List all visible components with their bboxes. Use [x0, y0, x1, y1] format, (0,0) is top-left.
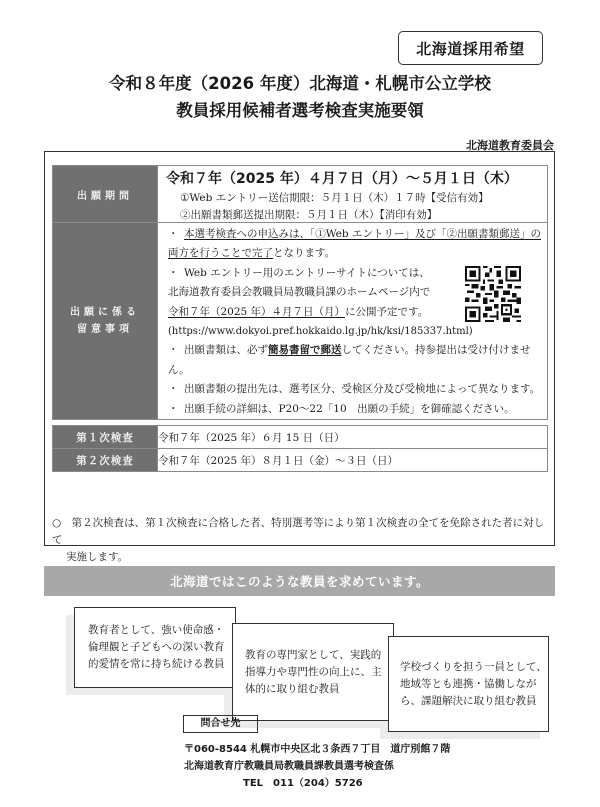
contact-label: 問合せ先 [183, 715, 258, 733]
publish-rest: に公開予定です。 [345, 305, 429, 318]
note-2-line1: Web エントリー用のエントリーサイトについては、 [184, 266, 430, 279]
exam-2-date: 令和７年（2025 年）８月１日（金）～３日（日） [158, 449, 548, 472]
publish-date: 令和７年（2025 年）４月７日（月） [168, 305, 346, 318]
note-1-cont-rest: となります。 [273, 247, 336, 260]
note-4-text: 出願書類の提出先は、選考区分、受検区分及び受検地によって異なります。 [184, 383, 541, 396]
hokkaido-preference-badge: 北海道採用希望 [398, 31, 543, 65]
note-item-5 [158, 400, 547, 419]
notes-label [53, 223, 158, 420]
note-line2: 実施します。 [66, 551, 129, 563]
bullet: ・ [168, 402, 179, 415]
bullet: ・ [168, 228, 179, 240]
period-main-date: 令和７年（2025 年）４月７日（月）～５月１日（木） [166, 171, 518, 187]
exam-schedule-table [52, 425, 548, 472]
note-item-4 [158, 380, 547, 399]
card-1-line3: 的愛情を常に持ち続ける教員 [88, 658, 225, 670]
card-3-line3: ら、課題解決に取り組む教員 [400, 694, 537, 707]
exam-1-label: 第１次検査 [53, 426, 158, 449]
bullet: ・ [168, 344, 179, 357]
card-3-line2: 地域等とも連携・協働しなが [400, 677, 537, 690]
web-entry-deadline: ①Web エントリー送信期限：５月１日（木）１７時【受信有効】 [180, 192, 489, 204]
page-title-line2: 教員採用候補者選考検査実施要領 [176, 101, 424, 120]
card-3-line1: 学校づくりを担う一員として、 [400, 660, 547, 673]
card-2-line3: 体的に取り組む教員 [245, 682, 340, 695]
note-5-text: 出願手続の詳細は、P20～22「10 出願の手続」を御確認ください。 [184, 402, 515, 415]
note-3-pre: 出願書類は、必ず [184, 344, 268, 357]
bullet: ・ [168, 266, 179, 279]
note-item-3 [158, 341, 547, 380]
note-item-1-cont [158, 244, 547, 263]
ideal-teacher-banner: 北海道ではこのような教員を求めています。 [44, 566, 555, 596]
circle-marker: ○ [52, 517, 62, 529]
bullet: ・ [168, 383, 179, 396]
ideal-teacher-card-3 [388, 636, 549, 732]
note-item-2-line2: 北海道教育委員会教職員局教職員課のホームページ内で [168, 286, 431, 299]
card-1-line2: 倫理観と子どもへの深い教育 [88, 641, 225, 653]
period-cell [158, 166, 548, 223]
note-item-1 [158, 225, 547, 244]
mail-deadline: ②出願書類郵送提出期限：５月１日（木）【消印有効】 [180, 209, 438, 221]
note-1-cont-underlined: 両方を行うことで完了 [168, 247, 273, 260]
card-1-line1: 教育者として、強い使命感・ [88, 624, 225, 636]
ideal-teacher-card-1 [74, 607, 236, 688]
contact-address: 〒060-8544 札幌市中央区北３条西７丁目 道庁別館７階 [184, 744, 451, 755]
contact-department: 北海道教育庁教職員局教職員課教員選考検査係 [184, 761, 394, 772]
note-3-underlined: 簡易書留で郵送 [268, 344, 342, 357]
ideal-teacher-card-2 [232, 623, 394, 721]
page-title-line1: 令和８年度（2026 年度）北海道・札幌市公立学校 [109, 74, 491, 93]
note-line1-text: 第２次検査は、第１次検査に合格した者、特別選考等により第１次検査の全てを免除された者に対して [52, 517, 545, 546]
notes-label-line2: 留意事項 [77, 324, 133, 336]
notes-label-line1: 出願に係る [70, 307, 140, 319]
period-label: 出願期間 [53, 166, 158, 223]
qr-code-icon[interactable] [465, 265, 521, 323]
note-1-text: 本選考検査への申込みは、「①Web エントリー」及び「②出願書類郵送」の [184, 228, 541, 240]
card-2-line1: 教育の専門家として、実践的 [245, 648, 382, 661]
card-2-line2: 指導力や専門性の向上に、主 [245, 665, 382, 678]
note-3-post: してください。持参提出は受け付けません。 [168, 344, 531, 376]
entry-site-url[interactable]: (https://www.dokyoi.pref.hokkaido.lg.jp/hk/ksi/185337.html) [168, 326, 473, 338]
second-exam-note [52, 515, 552, 566]
exam-2-label: 第２次検査 [53, 449, 158, 472]
organization-name: 北海道教育委員会 [466, 139, 554, 152]
note-line1 [52, 515, 552, 549]
exam-1-date: 令和７年（2025 年）６月 15 日（日） [158, 426, 548, 449]
contact-tel[interactable]: TEL 011（204）5726 [243, 778, 363, 789]
